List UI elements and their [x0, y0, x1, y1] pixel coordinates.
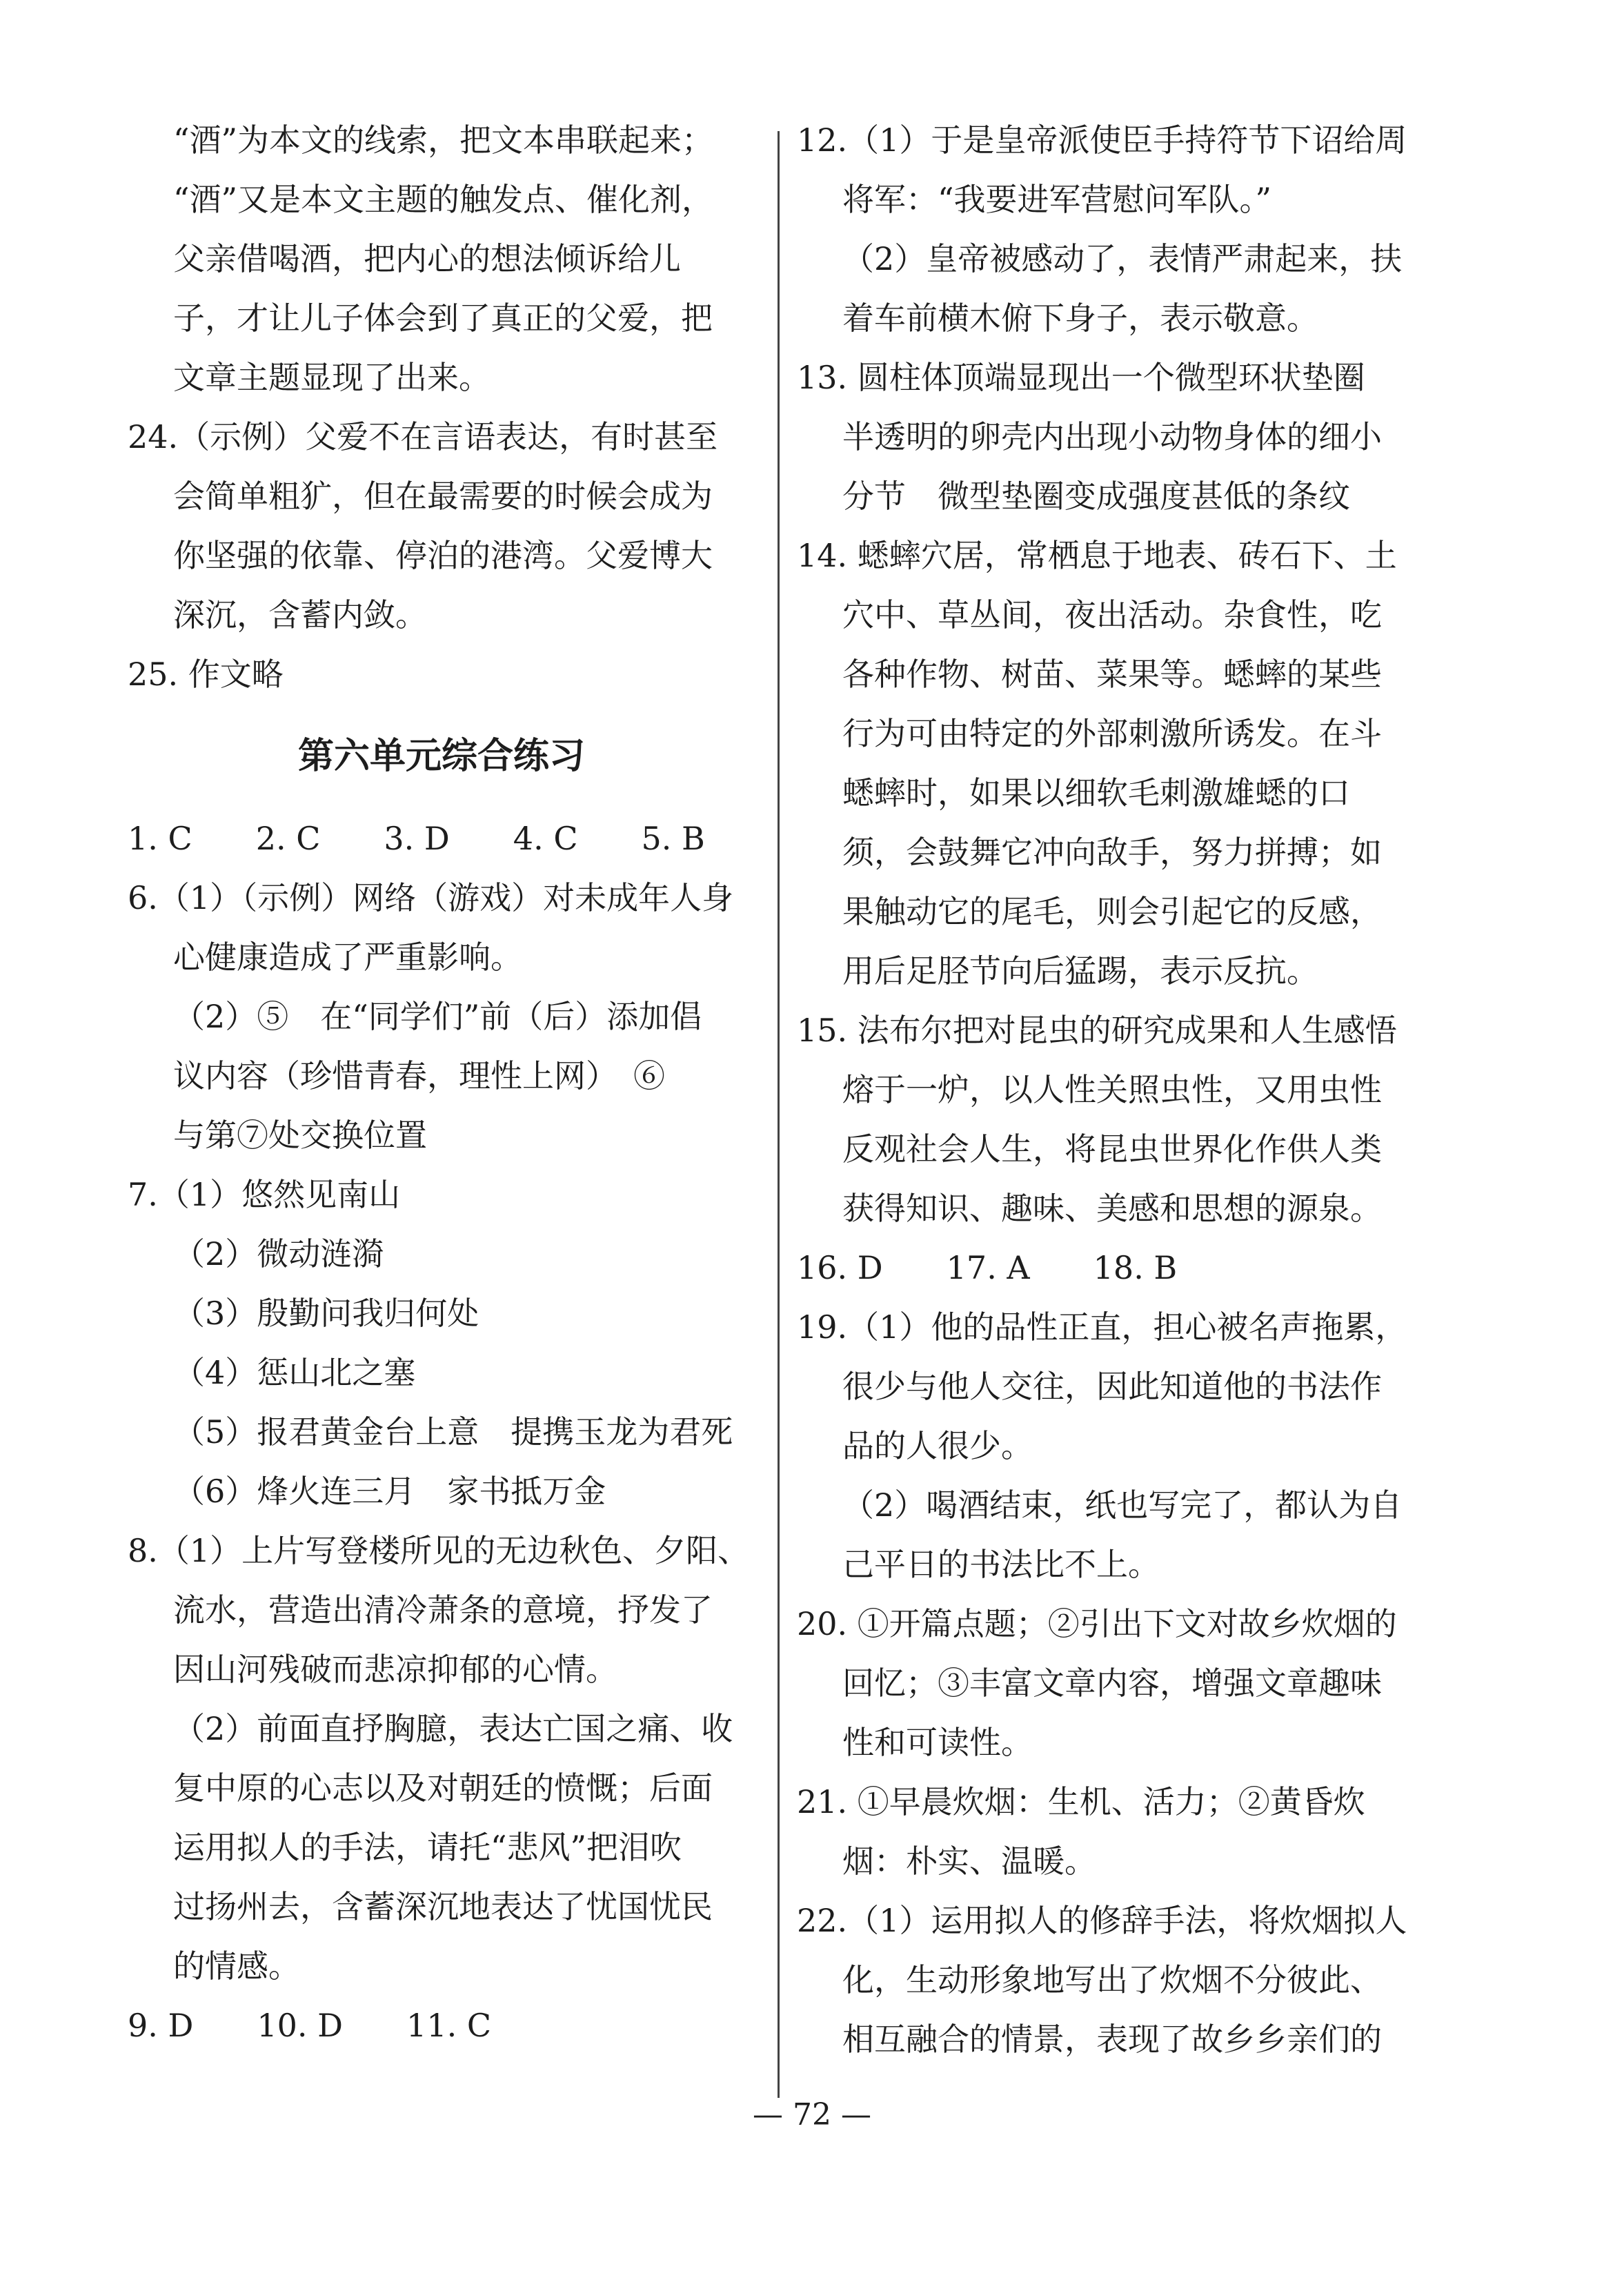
answer-line: （6）烽火连三月 家书抵万金 — [173, 1473, 606, 1510]
answer-line: 议内容（珍惜青春，理性上网） ⑥ — [173, 1057, 665, 1094]
answer-line: 各种作物、树苗、菜果等。蟋蟀的某些 — [842, 656, 1382, 693]
answer-line: （2）喝酒结束，纸也写完了，都认为自 — [842, 1486, 1403, 1524]
answer-line: 因山河残破而悲凉抑郁的心情。 — [173, 1651, 617, 1688]
answer-line: （2）⑤ 在“同学们”前（后）添加倡 — [173, 998, 702, 1035]
answer-line: 20. ①开篇点题；②引出下文对故乡炊烟的 — [797, 1605, 1397, 1642]
answer-line: （2）微动涟漪 — [173, 1235, 384, 1273]
answer-line: 己平日的书法比不上。 — [842, 1546, 1160, 1583]
answer-line: 将军：“我要进军营慰问军队。” — [842, 181, 1272, 218]
answer-line: 8.（1）上片写登楼所见的无边秋色、夕阳、 — [128, 1532, 750, 1569]
answer-line: 子，才让儿子体会到了真正的父爱，把 — [173, 299, 713, 337]
answer-line: “酒”为本文的线索，把文本串联起来； — [173, 121, 714, 159]
answer-line: 深沉，含蓄内敛。 — [173, 596, 427, 633]
page-number: — 72 — — [753, 2097, 871, 2132]
answer-line: 用后足胫节向后猛踢，表示反抗。 — [842, 952, 1318, 990]
answer-line: 19.（1）他的品性正直，担心被名声拖累， — [797, 1308, 1407, 1346]
answer-line: 会简单粗犷，但在最需要的时候会成为 — [173, 478, 713, 515]
answer-line: 12.（1）于是皇帝派使臣手持符节下诏给周 — [797, 121, 1407, 159]
right-column — [797, 110, 1449, 2069]
answer-line: 回忆；③丰富文章内容，增强文章趣味 — [842, 1664, 1382, 1702]
answer-line: 行为可由特定的外部刺激所诱发。在斗 — [842, 715, 1382, 752]
answer-line: （2）皇帝被感动了，表情严肃起来，扶 — [842, 240, 1403, 277]
answer-line: 蟋蟀时，如果以细软毛刺激雄蟋的口 — [842, 774, 1350, 812]
answer-line: 着车前横木俯下身子，表示敬意。 — [842, 299, 1318, 337]
answer-line: 运用拟人的手法，请托“悲风”把泪吹 — [173, 1829, 682, 1866]
answer-line: 须，会鼓舞它冲向敌手，努力拼搏；如 — [842, 834, 1382, 871]
answer-line: 的情感。 — [173, 1947, 300, 1985]
column-divider — [778, 131, 780, 2098]
answer-line: 22.（1）运用拟人的修辞手法，将炊烟拟人 — [797, 1902, 1407, 1939]
answer-line: 9. D 10. D 11. C — [128, 2007, 492, 2044]
answer-line: 21. ①早晨炊烟：生机、活力；②黄昏炊 — [797, 1783, 1365, 1820]
answer-line: 果触动它的尾毛，则会引起它的反感， — [842, 893, 1382, 930]
answer-line: 熔于一炉，以人性关照虫性，又用虫性 — [842, 1071, 1382, 1108]
answer-line: 7.（1）悠然见南山 — [128, 1176, 401, 1213]
answer-line: 性和可读性。 — [842, 1724, 1033, 1761]
answer-line: 6.（1）（示例）网络（游戏）对未成年人身 — [128, 879, 734, 916]
answer-line: 分节 微型垫圈变成强度甚低的条纹 — [842, 478, 1350, 515]
answer-line: 24.（示例）父爱不在言语表达，有时甚至 — [128, 418, 718, 455]
answer-line: 15. 法布尔把对昆虫的研究成果和人生感悟 — [797, 1012, 1397, 1049]
answer-line: 相互融合的情景，表现了故乡乡亲们的 — [842, 2021, 1382, 2058]
answer-line: “酒”又是本文主题的触发点、催化剂， — [173, 181, 714, 218]
answer-line: 穴中、草丛间，夜出活动。杂食性，吃 — [842, 596, 1382, 633]
section-title: 第六单元综合练习 — [297, 735, 585, 777]
answer-line: 反观社会人生，将昆虫世界化作供人类 — [842, 1130, 1382, 1168]
answer-line: 心健康造成了严重影响。 — [173, 939, 522, 976]
answer-line: 很少与他人交往，因此知道他的书法作 — [842, 1368, 1382, 1405]
answer-line: 你坚强的依靠、停泊的港湾。父爱博大 — [173, 537, 713, 574]
answer-line: 获得知识、趣味、美感和思想的源泉。 — [842, 1190, 1382, 1227]
answer-line: 品的人很少。 — [842, 1427, 1033, 1464]
answer-line: （5）报君黄金台上意 提携玉龙为君死 — [173, 1413, 733, 1451]
answer-line: 16. D 17. A 18. B — [797, 1249, 1178, 1286]
answer-line: 父亲借喝酒，把内心的想法倾诉给儿 — [173, 240, 681, 277]
answer-line: 14. 蟋蟀穴居，常栖息于地表、砖石下、土 — [797, 537, 1397, 574]
answer-line: （4）惩山北之塞 — [173, 1354, 416, 1391]
answer-line: 13. 圆柱体顶端显现出一个微型环状垫圈 — [797, 359, 1365, 396]
answer-line: 半透明的卵壳内出现小动物身体的细小 — [842, 418, 1382, 455]
answer-line: 过扬州去，含蓄深沉地表达了忧国忧民 — [173, 1888, 713, 1925]
answer-line: 与第⑦处交换位置 — [173, 1117, 427, 1154]
answer-line: 文章主题显现了出来。 — [173, 359, 491, 396]
left-column — [128, 110, 755, 2055]
answer-line: 化，生动形象地写出了炊烟不分彼此、 — [842, 1961, 1382, 1998]
answer-line: 流水，营造出清冷萧条的意境，抒发了 — [173, 1591, 713, 1629]
answer-line: 1. C 2. C 3. D 4. C 5. B — [128, 820, 705, 857]
answer-line: 复中原的心志以及对朝廷的愤慨；后面 — [173, 1769, 713, 1807]
answer-line: （3）殷勤问我归何处 — [173, 1295, 479, 1332]
answer-line: （2）前面直抒胸臆，表达亡国之痛、收 — [173, 1710, 733, 1747]
answer-line: 烟：朴实、温暖。 — [842, 1843, 1096, 1880]
answer-line: 25. 作文略 — [128, 656, 284, 693]
